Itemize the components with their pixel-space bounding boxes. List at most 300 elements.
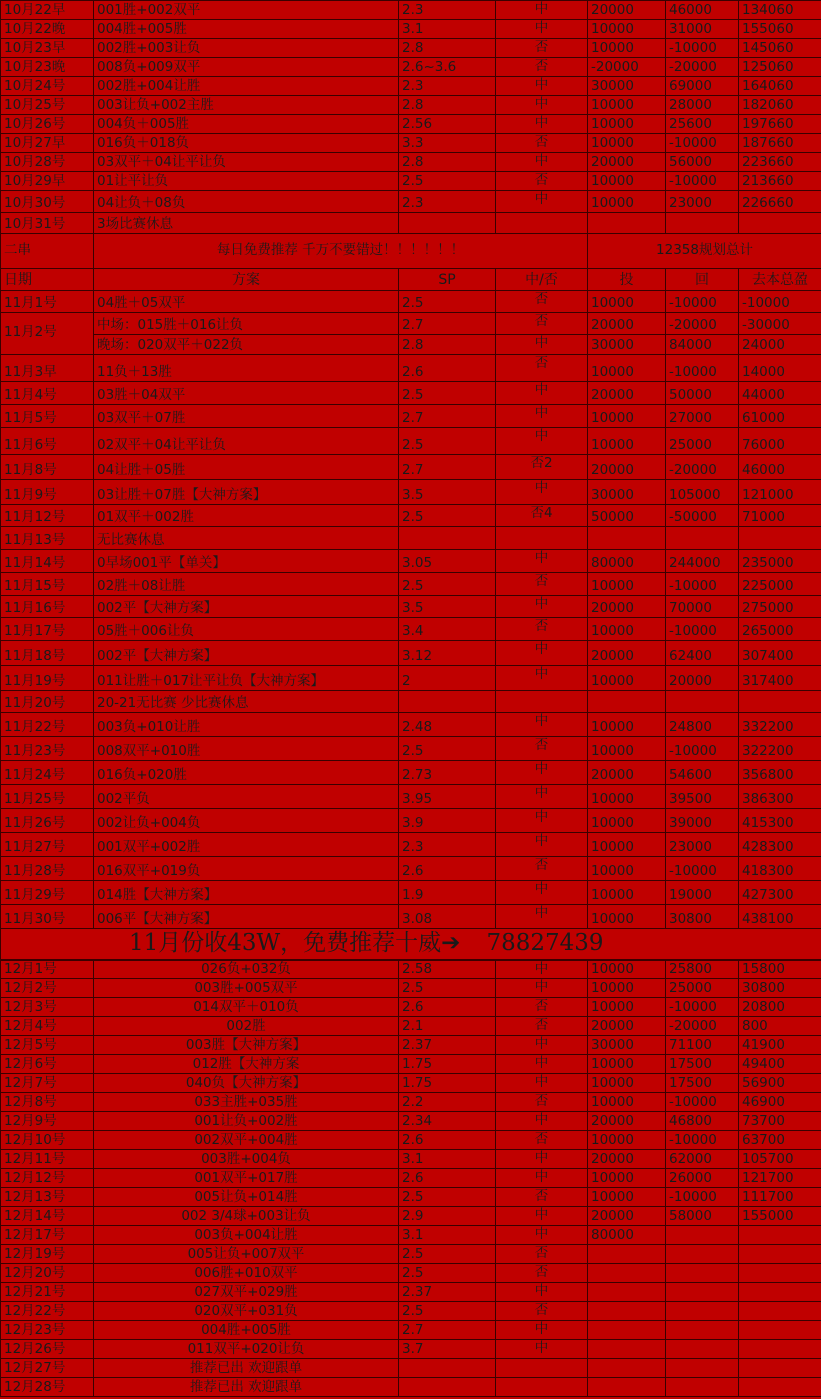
plan-cell: 推荐已出 欢迎跟单 (94, 1378, 399, 1397)
result-cell: 中 (496, 405, 588, 428)
return-cell: 19000 (666, 881, 739, 905)
sp-cell: 3.7 (399, 1340, 496, 1359)
date-cell: 11月30号 (1, 905, 94, 929)
result-cell: 否 (496, 1131, 588, 1150)
plan-cell: 027双平+029胜 (94, 1283, 399, 1302)
result-cell: 否 (496, 39, 588, 58)
return-cell: 28000 (666, 96, 739, 115)
total-profit-cell: 428300 (739, 833, 821, 857)
stake-cell (588, 527, 666, 550)
stake-cell (588, 213, 666, 234)
plan-cell: 004负＋005胜 (94, 115, 399, 134)
stake-cell: 10000 (588, 355, 666, 382)
total-profit-cell: 223660 (739, 153, 821, 172)
stake-cell: 10000 (588, 857, 666, 881)
stake-cell: 80000 (588, 550, 666, 573)
sp-cell: 2.7 (399, 405, 496, 428)
table-row (1, 1207, 821, 1226)
date-cell: 10月30号 (1, 191, 94, 213)
date-cell: 10月22晚 (1, 20, 94, 39)
return-cell: -10000 (666, 355, 739, 382)
table-row (1, 666, 821, 691)
result-cell: 中 (496, 1321, 588, 1340)
total-profit-cell: 197660 (739, 115, 821, 134)
stake-cell: 50000 (588, 505, 666, 527)
plan-cell: 01让平让负 (94, 172, 399, 191)
sp-cell: 2.5 (399, 737, 496, 761)
sp-cell: 2.5 (399, 291, 496, 313)
total-profit-cell (739, 527, 821, 550)
result-cell: 中 (496, 191, 588, 213)
total-profit-cell: 155000 (739, 1207, 821, 1226)
result-cell: 否2 (496, 455, 588, 480)
plan-cell: 中场：015胜＋016让负 (94, 313, 399, 335)
result-cell: 中 (496, 115, 588, 134)
sp-cell: 2.1 (399, 1017, 496, 1036)
stake-cell: 10000 (588, 998, 666, 1017)
stake-cell: 20000 (588, 596, 666, 618)
result-cell: 否 (496, 1188, 588, 1207)
sp-cell: 2.3 (399, 77, 496, 96)
table-row (1, 77, 821, 96)
stake-cell: 10000 (588, 115, 666, 134)
column-header-row (1, 269, 821, 291)
date-cell: 12月20号 (1, 1264, 94, 1283)
table-row (1, 382, 821, 405)
total-profit-cell: 332200 (739, 713, 821, 737)
total-profit-cell (739, 1378, 821, 1397)
plan-cell: 04让负＋08负 (94, 191, 399, 213)
table-row (1, 998, 821, 1017)
result-cell: 否 (496, 618, 588, 641)
plan-cell: 03双平＋07胜 (94, 405, 399, 428)
date-cell: 12月22号 (1, 1302, 94, 1321)
return-cell (666, 1378, 739, 1397)
stake-cell: 10000 (588, 1188, 666, 1207)
plan-cell: 006胜+010双平 (94, 1264, 399, 1283)
stake-cell: 10000 (588, 905, 666, 929)
return-cell: 84000 (666, 335, 739, 355)
result-cell: 中 (496, 596, 588, 618)
sp-cell: 2.3 (399, 1, 496, 20)
return-cell: -10000 (666, 737, 739, 761)
table-row (1, 905, 821, 929)
table-row (1, 1017, 821, 1036)
return-cell: -10000 (666, 618, 739, 641)
banner-section (1, 929, 821, 960)
plan-cell: 3场比赛休息 (94, 213, 399, 234)
date-cell: 11月12号 (1, 505, 94, 527)
table-row (1, 1264, 821, 1283)
return-cell: -20000 (666, 313, 739, 335)
total-profit-cell: -30000 (739, 313, 821, 335)
sp-cell: 3.4 (399, 618, 496, 641)
plan-cell: 002平【大神方案】 (94, 596, 399, 618)
result-cell: 中 (496, 833, 588, 857)
date-cell: 11月1号 (1, 291, 94, 313)
total-profit-cell: 164060 (739, 77, 821, 96)
plan-cell: 016双平+019负 (94, 857, 399, 881)
plan-cell: 016负＋018负 (94, 134, 399, 153)
november-records (1, 291, 821, 929)
result-cell: 否 (496, 737, 588, 761)
total-profit-cell: 235000 (739, 550, 821, 573)
stake-cell: 10000 (588, 881, 666, 905)
plan-cell: 11负＋13胜 (94, 355, 399, 382)
date-cell: 12月1号 (1, 960, 94, 979)
sp-cell: 3.9 (399, 809, 496, 833)
sp-cell: 1.75 (399, 1055, 496, 1074)
stake-cell: 30000 (588, 77, 666, 96)
result-cell: 中 (496, 1055, 588, 1074)
sp-cell: 3.1 (399, 1226, 496, 1245)
total-profit-cell (739, 1283, 821, 1302)
sp-cell: 2.3 (399, 191, 496, 213)
plan-cell: 040负【大神方案】 (94, 1074, 399, 1093)
plan-cell: 004胜+005胜 (94, 1321, 399, 1340)
sp-cell: 2.5 (399, 172, 496, 191)
total-profit-cell: 418300 (739, 857, 821, 881)
date-cell: 12月2号 (1, 979, 94, 998)
result-cell (496, 691, 588, 713)
result-cell: 中 (496, 809, 588, 833)
table-row (1, 737, 821, 761)
return-cell: 20000 (666, 666, 739, 691)
sp-cell (399, 213, 496, 234)
sp-cell: 2.7 (399, 313, 496, 335)
table-row (1, 1226, 821, 1245)
sp-cell: 3.1 (399, 20, 496, 39)
sp-cell: 2.6 (399, 857, 496, 881)
sp-cell: 2.8 (399, 96, 496, 115)
return-cell (666, 691, 739, 713)
plan-cell: 02胜＋08让胜 (94, 573, 399, 596)
plan-cell: 002双平+004胜 (94, 1131, 399, 1150)
promo-slogan: 每日免费推荐 千万不要错过！！！！！！ (94, 234, 588, 269)
table-row (1, 191, 821, 213)
plan-cell: 008负+009双平 (94, 58, 399, 77)
date-cell: 10月27早 (1, 134, 94, 153)
table-row (1, 761, 821, 785)
result-cell: 否 (496, 1245, 588, 1264)
total-profit-cell: 415300 (739, 809, 821, 833)
sp-cell: 1.9 (399, 881, 496, 905)
sp-cell: 2.6 (399, 1169, 496, 1188)
sp-cell: 2.7 (399, 455, 496, 480)
return-cell: -10000 (666, 39, 739, 58)
return-cell (666, 1302, 739, 1321)
total-profit-cell: 61000 (739, 405, 821, 428)
total-profit-cell: 15800 (739, 960, 821, 979)
stake-cell: 30000 (588, 480, 666, 505)
total-profit-cell: 213660 (739, 172, 821, 191)
return-cell: -10000 (666, 1188, 739, 1207)
stake-cell: 10000 (588, 1093, 666, 1112)
sp-cell: 3.5 (399, 596, 496, 618)
total-profit-cell: 30800 (739, 979, 821, 998)
total-profit-cell (739, 1245, 821, 1264)
total-profit-cell: 63700 (739, 1131, 821, 1150)
table-row (1, 979, 821, 998)
total-profit-cell (739, 1359, 821, 1378)
result-cell: 否 (496, 1264, 588, 1283)
total-profit-cell: 49400 (739, 1055, 821, 1074)
plan-cell: 002胜+003让负 (94, 39, 399, 58)
date-cell: 10月31号 (1, 213, 94, 234)
return-cell: -10000 (666, 573, 739, 596)
table-row (1, 1131, 821, 1150)
plan-cell: 02双平＋04让平让负 (94, 428, 399, 455)
stake-cell: 20000 (588, 313, 666, 335)
plan-cell: 026负+032负 (94, 960, 399, 979)
table-row (1, 480, 821, 505)
date-cell: 12月12号 (1, 1169, 94, 1188)
return-cell: 24800 (666, 713, 739, 737)
total-profit-cell: 155060 (739, 20, 821, 39)
monthly-banner (1, 929, 821, 960)
total-profit-cell: 111700 (739, 1188, 821, 1207)
stake-cell: 10000 (588, 1055, 666, 1074)
stake-cell (588, 1378, 666, 1397)
sp-cell: 2.7 (399, 1321, 496, 1340)
result-cell (496, 213, 588, 234)
total-profit-cell: 14000 (739, 355, 821, 382)
table-row (1, 1074, 821, 1093)
sp-cell: 2.8 (399, 335, 496, 355)
return-cell (666, 1359, 739, 1378)
promo-section (1, 234, 821, 291)
stake-cell: 10000 (588, 428, 666, 455)
return-cell: 25000 (666, 428, 739, 455)
total-profit-cell: -10000 (739, 291, 821, 313)
date-cell: 12月3号 (1, 998, 94, 1017)
stake-cell: 10000 (588, 191, 666, 213)
result-cell: 中 (496, 153, 588, 172)
sp-cell: 2.5 (399, 1302, 496, 1321)
sp-cell: 2.73 (399, 761, 496, 785)
total-profit-cell: 307400 (739, 641, 821, 666)
plan-cell: 04让胜＋05胜 (94, 455, 399, 480)
plan-cell: 002平【大神方案】 (94, 641, 399, 666)
total-profit-cell: 438100 (739, 905, 821, 929)
sp-cell: 2.5 (399, 505, 496, 527)
plan-cell: 05胜＋006让负 (94, 618, 399, 641)
table-row (1, 313, 821, 335)
stake-cell: 10000 (588, 713, 666, 737)
total-profit-cell: 125060 (739, 58, 821, 77)
total-profit-cell (739, 1302, 821, 1321)
sp-cell: 2.5 (399, 428, 496, 455)
stake-cell (588, 1359, 666, 1378)
result-cell: 中 (496, 1169, 588, 1188)
table-row (1, 20, 821, 39)
total-profit-cell: 76000 (739, 428, 821, 455)
result-cell: 中 (496, 1207, 588, 1226)
result-cell: 中 (496, 550, 588, 573)
total-profit-cell: 182060 (739, 96, 821, 115)
stake-cell: 20000 (588, 455, 666, 480)
header-result: 中/否 (496, 269, 588, 291)
sp-cell: 3.12 (399, 641, 496, 666)
plan-cell: 002 3/4球+003让负 (94, 1207, 399, 1226)
return-cell: 56000 (666, 153, 739, 172)
result-cell: 否4 (496, 505, 588, 527)
stake-cell: 80000 (588, 1226, 666, 1245)
date-cell: 10月23早 (1, 39, 94, 58)
date-cell: 11月6号 (1, 428, 94, 455)
plan-cell: 033主胜+035胜 (94, 1093, 399, 1112)
return-cell: 69000 (666, 77, 739, 96)
sp-cell: 3.08 (399, 905, 496, 929)
date-cell: 12月21号 (1, 1283, 94, 1302)
table-row (1, 58, 821, 77)
total-profit-cell: 145060 (739, 39, 821, 58)
date-cell: 11月9号 (1, 480, 94, 505)
result-cell: 否 (496, 313, 588, 335)
plan-cell: 无比赛休息 (94, 527, 399, 550)
sp-cell (399, 691, 496, 713)
return-cell: -10000 (666, 1131, 739, 1150)
date-cell: 11月26号 (1, 809, 94, 833)
sp-cell: 2.6 (399, 355, 496, 382)
total-profit-cell: 386300 (739, 785, 821, 809)
return-cell (666, 1226, 739, 1245)
return-cell (666, 527, 739, 550)
plan-cell: 推荐已出 欢迎跟单 (94, 1359, 399, 1378)
plan-total-label: 12358规划总计 (588, 234, 821, 269)
date-cell: 11月17号 (1, 618, 94, 641)
result-cell: 中 (496, 761, 588, 785)
return-cell: 62400 (666, 641, 739, 666)
stake-cell (588, 1321, 666, 1340)
result-cell: 中 (496, 77, 588, 96)
date-cell: 10月23晚 (1, 58, 94, 77)
total-profit-cell: 46000 (739, 455, 821, 480)
plan-cell: 011双平+020让负 (94, 1340, 399, 1359)
result-cell: 否 (496, 1093, 588, 1112)
result-cell: 否 (496, 172, 588, 191)
total-profit-cell: 356800 (739, 761, 821, 785)
return-cell: 25600 (666, 115, 739, 134)
stake-cell: 10000 (588, 39, 666, 58)
plan-cell: 003负+010让胜 (94, 713, 399, 737)
sp-cell: 2.34 (399, 1112, 496, 1131)
return-cell: 17500 (666, 1055, 739, 1074)
result-cell: 中 (496, 979, 588, 998)
table-row (1, 527, 821, 550)
table-row (1, 691, 821, 713)
return-cell: -20000 (666, 58, 739, 77)
result-cell: 否 (496, 134, 588, 153)
october-records (1, 1, 821, 234)
plan-cell: 003胜【大神方案】 (94, 1036, 399, 1055)
result-cell: 否 (496, 998, 588, 1017)
return-cell: -50000 (666, 505, 739, 527)
total-profit-cell (739, 1321, 821, 1340)
date-cell: 11月5号 (1, 405, 94, 428)
stake-cell (588, 1283, 666, 1302)
result-cell: 中 (496, 905, 588, 929)
result-cell: 中 (496, 1036, 588, 1055)
sp-cell: 2.8 (399, 39, 496, 58)
result-cell: 否 (496, 291, 588, 313)
return-cell: 30800 (666, 905, 739, 929)
total-profit-cell: 121700 (739, 1169, 821, 1188)
result-cell: 中 (496, 1226, 588, 1245)
table-row (1, 428, 821, 455)
date-cell: 12月11号 (1, 1150, 94, 1169)
date-cell: 11月14号 (1, 550, 94, 573)
table-row (1, 1169, 821, 1188)
return-cell: 27000 (666, 405, 739, 428)
table-row (1, 172, 821, 191)
date-cell: 11月2号 (1, 313, 94, 355)
plan-cell: 003负+004让胜 (94, 1226, 399, 1245)
date-cell: 10月25号 (1, 96, 94, 115)
table-row (1, 153, 821, 172)
plan-cell: 04胜＋05双平 (94, 291, 399, 313)
table-row (1, 1340, 821, 1359)
table-row (1, 505, 821, 527)
date-cell: 12月27号 (1, 1359, 94, 1378)
plan-cell: 002让负+004负 (94, 809, 399, 833)
stake-cell: 10000 (588, 1169, 666, 1188)
result-cell: 中 (496, 1283, 588, 1302)
stake-cell: 10000 (588, 666, 666, 691)
result-cell: 中 (496, 666, 588, 691)
plan-cell: 003胜+005双平 (94, 979, 399, 998)
stake-cell (588, 691, 666, 713)
stake-cell: 10000 (588, 573, 666, 596)
return-cell: -10000 (666, 134, 739, 153)
sp-cell: 2.37 (399, 1283, 496, 1302)
stake-cell: 10000 (588, 809, 666, 833)
stake-cell: 10000 (588, 1074, 666, 1093)
plan-cell: 008双平+010胜 (94, 737, 399, 761)
result-cell (496, 1378, 588, 1397)
sp-cell: 2.6 (399, 998, 496, 1017)
return-cell: 25000 (666, 979, 739, 998)
sp-cell: 2.5 (399, 1264, 496, 1283)
table-row (1, 1036, 821, 1055)
sp-cell: 2.58 (399, 960, 496, 979)
stake-cell: 10000 (588, 960, 666, 979)
sp-cell: 3.5 (399, 480, 496, 505)
banner-text: 11月份收43W，免费推荐十威➔ (129, 930, 461, 957)
table-row (1, 335, 821, 355)
date-cell: 10月28号 (1, 153, 94, 172)
sp-cell: 2.6~3.6 (399, 58, 496, 77)
result-cell: 否 (496, 1302, 588, 1321)
table-row (1, 134, 821, 153)
table-row (1, 405, 821, 428)
stake-cell: 10000 (588, 96, 666, 115)
table-row (1, 1378, 821, 1397)
stake-cell: 20000 (588, 1017, 666, 1036)
banner-number: 78827439 (486, 930, 604, 957)
plan-cell: 020双平+031负 (94, 1302, 399, 1321)
sp-cell: 2.3 (399, 833, 496, 857)
stake-cell: 10000 (588, 833, 666, 857)
stake-cell: 20000 (588, 1207, 666, 1226)
total-profit-cell: 265000 (739, 618, 821, 641)
total-profit-cell: 24000 (739, 335, 821, 355)
date-cell: 11月23号 (1, 737, 94, 761)
total-profit-cell: 73700 (739, 1112, 821, 1131)
date-cell: 12月26号 (1, 1340, 94, 1359)
return-cell: 46000 (666, 1, 739, 20)
date-cell: 11月22号 (1, 713, 94, 737)
